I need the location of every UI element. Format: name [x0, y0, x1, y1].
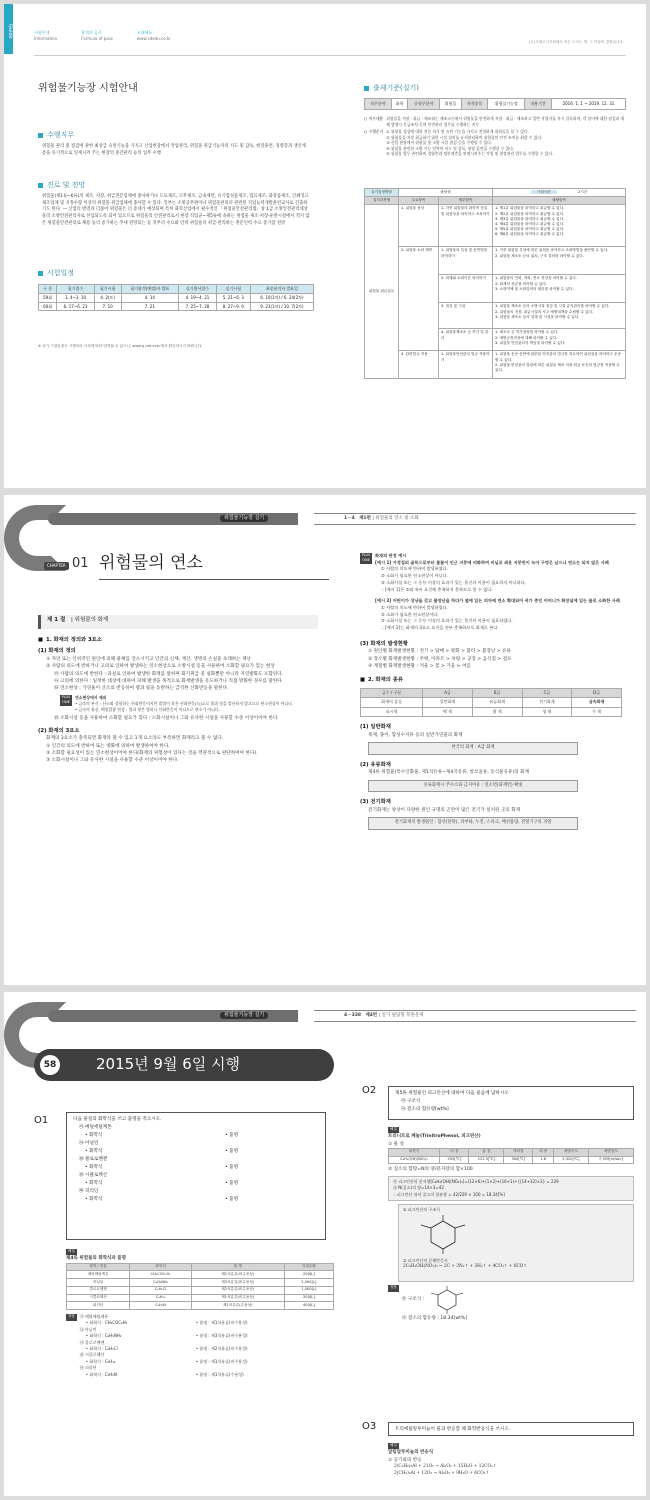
- table-cell: 피리딘: [67, 1302, 130, 1310]
- table-cell: 금속화재: [572, 698, 622, 707]
- subheading: (3) 화재의 발생현황: [360, 640, 409, 647]
- part-label: 제1편: [359, 516, 371, 521]
- heading: ■ 1. 화재의 정의와 3요소: [38, 636, 320, 644]
- table-cell: 6. 10(1차) / 6. 24(2차): [250, 293, 313, 302]
- formula-blank: • 화학식: [85, 1181, 103, 1187]
- job-desc-label: ○ 직무내용: [364, 116, 384, 121]
- table-row: [361, 707, 622, 716]
- picric-acid-structure-icon: [403, 1213, 483, 1255]
- answer-item: ㉯ 질소의 함유량 : 18.34[wt%]: [401, 1315, 468, 1321]
- plus-line: • 금속의 용융, 백열발광 현상 : 열과 빛은 발하나 산화반응이 아니므로 연소가 아니다.: [75, 707, 220, 713]
- category-answer: • 품명 : 제1석유류(비수용성): [195, 1358, 248, 1364]
- period-label: 적용기간: [525, 99, 552, 110]
- item-name: ㉱ 시클로헥산: [79, 1173, 108, 1179]
- answer-item: [80, 1352, 334, 1365]
- category-answer: • 품명 : 제3석유류(비수용성): [195, 1333, 248, 1339]
- sub-item: 1. 위험물의 특성 및 운반법을 파악하기: [439, 247, 493, 275]
- criteria-summary-table: [364, 98, 626, 110]
- table-cell: 4. 14: [121, 293, 179, 302]
- plus-one-icon: PLUS ONE: [61, 694, 71, 704]
- answer-item: [80, 1314, 334, 1327]
- table-row: [67, 1294, 334, 1302]
- solution-subheading: ① 물 성: [388, 1141, 404, 1147]
- exam-method-value: 필답형: [399, 189, 493, 197]
- question-box: [66, 1112, 326, 1240]
- table-header: 폭발속도: [554, 1148, 589, 1156]
- question-box: [388, 1422, 634, 1436]
- page-label: 1－4: [344, 516, 355, 521]
- main-item: 3. 관련법규 적용: [399, 351, 439, 379]
- table-cell: 4. 19~4. 21: [179, 293, 217, 302]
- book-title: 위험물기능장 실기: [220, 515, 268, 522]
- table-header: C급: [522, 688, 572, 697]
- category-blank: • 품명: [225, 1165, 239, 1171]
- picric-acid-structure-icon: [424, 1285, 470, 1315]
- header-site[interactable]: 시대에듀 www.sdedu.co.kr: [136, 30, 171, 41]
- picric-properties-table: [388, 1148, 634, 1165]
- table-row: [67, 1286, 334, 1294]
- cert-value: 위험물기능장: [488, 99, 525, 110]
- table-cell: 60회: [39, 302, 57, 311]
- table-header: 실기원서접수: [179, 285, 217, 294]
- table-cell: 7. 10: [94, 302, 121, 311]
- table-header: 필기시험: [94, 285, 121, 294]
- q1-chemical-table: [66, 1263, 334, 1311]
- table-cell: 3,320[℃]: [554, 1156, 589, 1164]
- example-item: ③ 소화시설 또는 그 동등 이상의 효과가 있는 물건의 이용이 필요하지 아니하다.: [381, 579, 527, 585]
- table-header: 최종합격자 발표일: [250, 285, 313, 294]
- question-item: [73, 1156, 319, 1172]
- table-cell: 유류화재: [472, 698, 522, 707]
- table-cell: CH₃COC₂H₅: [130, 1271, 192, 1279]
- solution-title: 제4류 위험물의 화학식과 품명: [66, 1256, 126, 1262]
- header-formula[interactable]: 합격의 공식 Formula of pass: [81, 30, 113, 41]
- part-label: 제4편: [365, 1013, 378, 1018]
- calculation-box: [388, 1176, 634, 1201]
- answer-item: ㉮ 구조식 :: [401, 1297, 425, 1303]
- col-sub-item: 세부항목: [439, 197, 493, 205]
- table-cell: 클로로벤젠: [67, 1286, 130, 1294]
- sub-item: 2. 화재와 소화이론 파악하기: [439, 275, 493, 303]
- exam-time-label: 시험시간: [531, 190, 557, 194]
- table-row: [67, 1302, 334, 1310]
- paragraph: ㉰ 연소현상 : 가연물이 산소의 반응하여 열과 빛을 동반하는 급격한 산화반응을 말한다.: [54, 686, 229, 692]
- table-cell: 1,000[L]: [284, 1286, 333, 1294]
- subheading: (3) 전기화재: [360, 799, 391, 806]
- paragraph: ㉱ 소화시설 등을 사용하여 소화할 필요가 있다 : 소화시설이나 그와 유사한 시설을 사용할 수준 이상이어야 한다.: [54, 716, 279, 722]
- table-cell: 4. 2(토): [94, 293, 121, 302]
- formula-blank: • 화학식: [85, 1197, 103, 1203]
- heading: ■ 2. 화재의 종류: [360, 676, 632, 684]
- exam-number: 58: [40, 1055, 60, 1075]
- goals-label: ○ 수행준거: [364, 129, 384, 134]
- table-cell: 7. 25~7. 28: [179, 302, 217, 311]
- table-cell: 7. 21: [121, 302, 179, 311]
- answer-item: [80, 1340, 334, 1353]
- example-title: [예시 1] 가정집의 골목으로부터 불꽃이 인근 지붕에 비화하여 비닐로 씌운 지붕만이 녹아 구멍은 났으나 연소는 되지 않은 사례: [375, 559, 609, 565]
- main-item: 1. 위험물 성상: [399, 205, 439, 247]
- table-cell: 메틸에틸케톤: [67, 1271, 130, 1279]
- section-heading: 제 1 절 | 위험물의 화재: [38, 615, 318, 629]
- question-number: O2: [362, 1085, 377, 1096]
- detail-item: 1. 각종 위험물 특성에 따른 위험을 파악하고 소화방법을 판단할 수 있다. 2. 위험물 제조소 등의 위치, 구조 설비를 파악할 수 있다.: [493, 247, 626, 275]
- table-header: 비 점: [440, 1148, 469, 1156]
- guide-tab[interactable]: Guide: [4, 4, 13, 54]
- structure-box: [398, 1204, 634, 1282]
- category-answer: • 품명 : 제2석유류(비수용성): [195, 1345, 248, 1351]
- table-header: B급: [472, 688, 522, 697]
- plus-title: 화재의 판정 예시: [375, 553, 407, 558]
- subheading: (1) 화재의 정의: [38, 648, 76, 655]
- page-exam-guide: [4, 4, 646, 488]
- question-number: O3: [362, 1421, 377, 1432]
- box-line: ② 피크린산의 분해반응식: [403, 1257, 448, 1263]
- chapter-title: 위험물의 연소: [99, 551, 329, 580]
- question-number: O1: [34, 1115, 49, 1126]
- table-cell: 제2석유류(비수용성): [191, 1286, 284, 1294]
- chapter-number: 01: [72, 556, 89, 571]
- section-duty-heading: 수행직무: [38, 130, 74, 140]
- subheading: (1) 일반화재: [360, 724, 391, 731]
- field-label: 직무분야: [365, 99, 392, 110]
- table-cell: 청 색: [522, 707, 572, 716]
- item-name: ㉮ 메틸에틸케톤: [79, 1314, 109, 1320]
- table-header: 폭발열도: [588, 1148, 633, 1156]
- table-row: [389, 1156, 634, 1164]
- category-blank: • 품명: [225, 1149, 239, 1155]
- table-cell: 시클로헥산: [67, 1294, 130, 1302]
- sub-item: 4. 위험물제조소 등 허가 및 관리: [439, 329, 493, 351]
- table-header: 화학식: [130, 1263, 192, 1271]
- question-item: [73, 1188, 319, 1204]
- formula-answer: • 화학식 : C₆H₁₂: [85, 1358, 116, 1364]
- book-title: 위험물기능장 실기: [220, 1012, 268, 1019]
- paragraph: ② 사람의 의도에 반하거나 고의로 인하여 발생하는 연소현상으로 소방시설 등을 사용하여 소화할 필요가 있는 현상: [46, 664, 275, 670]
- item-name: ㉯ 아닐린: [79, 1141, 99, 1147]
- category-answer: • 품명 : 제1석유류(비수용성): [195, 1320, 248, 1326]
- solution-title: 알킬알루미늄의 반응식: [388, 1450, 434, 1456]
- fire-class-table: [360, 688, 622, 717]
- table-header: 비 중: [533, 1148, 554, 1156]
- example-item: ① 사람의 의도에 반하여 발생하였다.: [381, 566, 449, 572]
- paragraph: 전기화재는 양상이 다양한 원인 규명의 곤란이 많은 전기가 설치된 곳의 화재: [368, 807, 521, 813]
- question-text: 트리에틸알루미늄이 물과 반응할 때 화학반응식을 쓰시오.: [395, 1427, 511, 1432]
- q2-answer: [388, 1285, 634, 1322]
- table-cell: C₆H₅NH₂: [130, 1279, 192, 1287]
- solution-badge: 해설: [390, 1127, 397, 1131]
- goals-list: [386, 129, 553, 157]
- table-cell: 8. 27~9. 9: [216, 302, 250, 311]
- q3-solution: [388, 1442, 634, 1478]
- table-cell: 전기화재: [522, 698, 572, 707]
- solution-badge: 해설: [390, 1443, 397, 1447]
- goal-item: ① 위험물 성상에 대한 전문 지식 및 숙련 기능을 가지고 적정하게 위험물을 할 수 있다.: [386, 129, 529, 134]
- item-name: ㉰ 클로로벤젠: [79, 1157, 108, 1163]
- paragraph: ㉮ 사람의 의도에 반한다 : 과실로 인하여 발생한 화재를 말하며 화기취급 중 실화뿐만 아니라 자연발화도 포함된다.: [54, 671, 284, 677]
- table-cell: 400[L]: [284, 1302, 333, 1310]
- header-info[interactable]: 시험안내 Information: [34, 30, 58, 41]
- box-line: ① 피크린산의 구조식: [403, 1206, 441, 1212]
- part-title: 실기 필답형 복원문제: [381, 1013, 424, 1018]
- exam-title: 2015년 9월 6일 시행: [96, 1055, 241, 1073]
- job-desc-text: 위험물을 저장 · 취급 · 제조하는 제조소등에서 위험물을 안전하게 저장 · 취급 · 제조하고 일반 작업자를 지시 감독하며, 각 설비에 대한 점검과 재해 발생시 응급조치 등의 안전관리 업무를 수행하는 직무: [386, 116, 625, 127]
- example-item: ∴ [예시 2]는 화재의 3요소 요건을 전부 충족하므로 화재로 본다.: [381, 625, 499, 631]
- section-title: 위험물의 화재: [74, 617, 109, 623]
- table-cell: 무 색: [572, 707, 622, 716]
- table-cell: C₆H₅Cl: [130, 1286, 192, 1294]
- q1-solution: [66, 1248, 334, 1378]
- table-cell: 제1석유류(비수용성): [191, 1271, 284, 1279]
- page-chapter-combustion: [4, 495, 646, 985]
- duty-text: 위험물 관리 및 점검에 관한 최상급 숙련기능을 가지고 산업현장에서 작업관리, 위험물 취급기능자의 지도 및 감독, 현장훈련, 경영층과 생산계층을 유기적으로 연계시켜 주는 현장의 중간관리 등의 업무 수행: [42, 144, 306, 156]
- table-cell: 7,359[m/sec]: [588, 1156, 633, 1164]
- example-item: ∴ [예시 1]은 ②와 ③이 요건에 충족하지 못하므로 불 수 없다.: [381, 586, 493, 592]
- paragraph: 화재의 3요소가 충족되면 화재라 볼 수 있고 1개 요소라도 부족하면 화재라고 볼 수 없다.: [46, 736, 224, 742]
- table-cell: 300[℃]: [504, 1156, 533, 1164]
- sub-item: 1. 각종 위험물의 화학적 성질 및 위험성을 파악하고 조치하기: [439, 205, 493, 247]
- detail-item: 1. 위험물의 인화, 착화, 연소 현상을 파악할 수 있다. 2. 화재의 종류를 파악할 수 있다. 3. 소화약제 및 소화설비의 원리를 파악할 수 있다.: [493, 275, 626, 303]
- sub-item: 1. 위험물안전관리 법규 적용하기: [439, 351, 493, 379]
- item-name: ㉲ 피리딘: [79, 1189, 99, 1195]
- subfield-label: 중직무분야: [408, 99, 440, 110]
- table-header: 화학식: [389, 1148, 440, 1156]
- plus-example-box: [360, 553, 632, 632]
- category-answer: • 품명 : 제1석유류(수용성): [195, 1371, 244, 1377]
- section-schedule-heading: 시험일정: [38, 268, 74, 278]
- formula-blank: • 화학식: [85, 1133, 103, 1139]
- table-cell: 백 색: [423, 707, 473, 716]
- item-name: ㉮ 메틸에틸케톤: [79, 1125, 112, 1131]
- table-cell: 1.8: [533, 1156, 554, 1164]
- paragraph: 목재, 종이, 합성수지류 등의 일반가연물의 화재: [368, 732, 463, 738]
- subject-name: 위험물 취급실무: [365, 205, 399, 379]
- answer-item: [80, 1365, 334, 1378]
- formula-blank: • 화학식: [85, 1165, 103, 1171]
- table-header: A급: [423, 688, 473, 697]
- table-cell: 255[℃]: [440, 1156, 469, 1164]
- plus-note: [38, 695, 320, 714]
- solution-subheading: ① 공기와의 반응: [388, 1457, 422, 1463]
- table-cell: 황 색: [472, 707, 522, 716]
- answer-item: [80, 1327, 334, 1340]
- reaction-equation: 2C₆H₂OH(NO₂)₃ → 2C + 3N₂↑ + 3H₂↑ + 4CO₂↑ + 6CO↑: [403, 1264, 527, 1270]
- paragraph: ② 장소별 화재발생현황 : 주택, 아파트 > 차량 > 공장 > 음식점 > 점포: [368, 656, 512, 662]
- table-header: 지정수량: [284, 1263, 333, 1271]
- paragraph: ③ 계절별 화재발생현황 : 겨울 > 봄 > 가을 > 여름: [368, 664, 471, 670]
- question-box: [388, 1086, 634, 1120]
- formula-answer: • 화학식 : C₆H₅Cl: [85, 1345, 118, 1351]
- job-description: [364, 116, 626, 159]
- table-cell: 2,000[L]: [284, 1279, 333, 1287]
- table-cell: 122.5[℃]: [469, 1156, 504, 1164]
- table-row: [67, 1271, 334, 1279]
- main-item: 2. 위험물 소화 제반: [399, 247, 439, 351]
- col-detail-item: 세세항목: [493, 197, 626, 205]
- highlight-box: 한국의 화재 : A급 화재: [368, 742, 578, 755]
- page-label: 4－338: [344, 1013, 362, 1018]
- reaction-equation: 2(C₂H₅)₃Al + 21O₂ → Al₂O₃ + 15H₂O + 12CO₂↑: [394, 1463, 497, 1469]
- table-header: 급수 / 구분: [361, 688, 423, 697]
- field-value: 화학: [391, 99, 408, 110]
- plus-one-icon: PLUS ONE: [361, 553, 371, 562]
- table-cell: C₅H₅N: [130, 1302, 192, 1310]
- category-blank: • 품명: [225, 1133, 239, 1139]
- item-name: ㉱ 시클로헥산: [79, 1352, 105, 1358]
- subheading: (2) 유류화재: [360, 761, 391, 768]
- table-cell: 제1석유류(비수용성): [191, 1294, 284, 1302]
- formula-answer: • 화학식 : C₅H₅N: [85, 1371, 117, 1377]
- paragraph: ㉯ 고의에 의한다 : 일정한 대상에 대하여 피해 발생을 목적으로 화재발생을 유도하거나 직접 방화한 경우를 말한다.: [54, 678, 284, 684]
- goal-item: ⑤ 위험물 업무 관련하여 경영층과 생산계층을 연계시켜주는 작업 및 현장관리 업무를 수행할 수 있다.: [386, 151, 554, 156]
- table-cell: C₆H₂(OH)(NO₂)₃: [389, 1156, 440, 1164]
- table-cell: 일반화재: [423, 698, 473, 707]
- goal-item: ④ 위험물 관련한 소방 기능 인력의 지도 및 감독, 현장 훈련을 수행할 수 있다.: [386, 145, 515, 151]
- table-header: 품 명: [191, 1263, 284, 1271]
- formula-answer: • 화학식 : C₆H₅NH₂: [85, 1333, 122, 1339]
- criteria-detail-table: [364, 188, 626, 379]
- table-header-row: [39, 285, 314, 294]
- example-title: [예시 2] 어린이가 성냥을 갖고 불장난을 하다가 옆에 있는 의자에 연소 확대되어 귀가 중인 어머니가 화장실에 있는 물로 소화한 사례: [375, 598, 620, 604]
- table-cell: 제3석유류(비수용성): [191, 1279, 284, 1287]
- page-exam-2015: [4, 992, 646, 1496]
- paragraph: ① 인간의 의도에 반하여 또는 방화에 의하여 발생하여야 한다.: [46, 743, 170, 749]
- solution-badge: 해설: [68, 1249, 75, 1253]
- detail-item: 1. 제1류 위험물을 파악하고 취급할 수 있다. 2. 제2류 위험물을 파악하고 취급할 수 있다. 3. 제3류 위험물을 파악하고 취급할 수 있다. 4. 제4류 위험물을 파악하고 취급할 수 있다. 5. 제5류 위험물을 파악하고 취급할 수 있다. 6. 제6류 위험물을 파악하고 취급할 수 있다.: [493, 205, 626, 247]
- page-header-links: [34, 30, 171, 42]
- schedule-table: [38, 284, 314, 311]
- table-cell: 9. 23(1차) / 10. 7(2차): [250, 302, 313, 311]
- table-row: [39, 293, 314, 302]
- detail-item: 1. 제조소 등 허가절차를 파악할 수 있다. 2. 예방규정작성에 대해 파악할 수 있다. 3. 위험물 안전관리자 책임을 파악할 수 있다.: [493, 329, 626, 351]
- paragraph: ① 원인별 화재발생현황 : 전기 > 담배 > 방화 > 불티 > 불장난 > 유류: [368, 649, 511, 655]
- table-cell: 제1석유류(수용성): [191, 1302, 284, 1310]
- calc-line: ∴ 피크린산 내의 질소의 함유량 = 42/229 × 100 = 18.34[%]: [393, 1191, 505, 1197]
- solution-title: 트리니트로 페놀(TrinitroPhenol, 피크린산): [388, 1134, 481, 1140]
- right-column: [360, 553, 632, 833]
- item-name: ㉲ 피리딘: [79, 1365, 97, 1371]
- page-title: 위험물기능장 시험안내: [38, 83, 138, 94]
- period-value: 2016. 1. 1 ~ 2019. 12. 31: [551, 99, 625, 110]
- table-row: [361, 698, 622, 707]
- schedule-note: ※ 상기 시험일정은 시행처의 사정에 따라 변경될 수 있으니, www.q-net.or.kr에서 확인하시기 바랍니다.: [38, 344, 203, 348]
- plus-line: • 금속의 부식 : 산소와 결합하는 산화반응이지만 발열이 작은 산화반응(녹)으로 열과 빛을 발산하지 않으므로 연소현상이 아니다.: [75, 700, 294, 706]
- question-text: 다음 물질의 화학식을 쓰고 품명을 적으시오.: [73, 1117, 162, 1122]
- part-title: 위험물의 연소 및 소화: [375, 516, 419, 521]
- table-header: 필기합격(예정)자 발표: [121, 285, 179, 294]
- item-name: ㉯ 아닐린: [79, 1326, 97, 1332]
- calc-line: ㉮ 피크린산의 분자량[C₆H₂(OH)(NO₂)₃]=(12×6)+(1×2)+(16+1)+{(14+32)×3} = 229: [393, 1178, 559, 1184]
- section-number: 제 1 절: [47, 617, 66, 623]
- exam-method-label: 실기검정방법: [365, 189, 399, 197]
- q2-solution: [388, 1126, 634, 1322]
- example-item: ① 사람의 의도에 반하여 발생하였다.: [381, 605, 449, 611]
- formula-answer: • 화학식 : CH₃COC₂H₅: [85, 1320, 128, 1326]
- table-header: 융 점: [469, 1148, 504, 1156]
- detail-item: 1. 위험물 운송·운반에 관련된 안전관리 법규를 검토하여 위험성을 파악하고 운송할 수 있다. 2. 위험물 안전관리 법령에 따른 위험물 제조·저장·취급·운송의 법규를 적용할 수 있다.: [493, 351, 626, 379]
- table-cell: 3. 4~3. 10: [57, 293, 95, 302]
- highlight-box: 전기화재의 발생원인 : 합선(단락), 과부하, 누전, 스파크, 배선불량, 전열기구의 과열: [368, 817, 578, 830]
- solution-subheading: ② 질소의 함량=N의 양/분자량의 합×100: [388, 1167, 473, 1173]
- paragraph: ① 자연 또는 인위적인 원인에 의해 물체를 연소시키고 인간의 신체, 재산, 생명의 손실을 초래하는 재난: [46, 656, 251, 662]
- section-criteria-heading: 출제기준(실기): [364, 83, 419, 93]
- table-cell: 표시색: [361, 707, 423, 716]
- item-name: ㉰ 클로로벤젠: [79, 1339, 105, 1345]
- reaction-equation: 2(CH₃)₃Al + 12O₂ → Al₂O₃ + 9H₂O + 6CO₂↑: [394, 1470, 490, 1476]
- table-header: 착화점: [504, 1148, 533, 1156]
- category-blank: • 품명: [225, 1197, 239, 1203]
- calc-line: ㉯ N(질소)의 양=14×3=42: [393, 1185, 444, 1191]
- table-row: [39, 302, 314, 311]
- answer-badge: 정답: [388, 1285, 399, 1292]
- answer-list: [80, 1314, 334, 1378]
- subfield-value: 위험물: [440, 99, 462, 110]
- plus-title: 연소현상에서 제외: [75, 694, 107, 700]
- paragraph: 제4류 위험물(특수인화물, 제1석유류~제4석유류, 알코올류, 동식물유류)의 화재: [368, 770, 530, 776]
- answer-badge: 정답: [66, 1314, 77, 1321]
- table-header: D급: [572, 688, 622, 697]
- table-cell: 5. 21~6. 3: [216, 293, 250, 302]
- table-cell: 6. 17~6. 23: [57, 302, 95, 311]
- table-header: 구 분: [39, 285, 57, 294]
- question-item: ㉯ 질소의 함유량[wt%]: [401, 1107, 449, 1113]
- formula-blank: • 화학식: [85, 1149, 103, 1155]
- highlight-box: 유류화재시 주수소화 금지이유 : 연소면(화재면) 확대: [368, 780, 578, 793]
- example-item: ③ 소화시설 또는 그 동등 이상의 효과가 있는 물건의 이용이 필요하였다.: [381, 618, 513, 624]
- left-column: [38, 636, 320, 765]
- question-item: [73, 1140, 319, 1156]
- table-header: 필기접수: [57, 285, 95, 294]
- exam-time-value: 2시간: [577, 190, 588, 194]
- col-main-item: 주요항목: [399, 197, 439, 205]
- table-cell: 200[L]: [284, 1294, 333, 1302]
- question-item: ㉮ 구조식: [401, 1099, 421, 1105]
- table-header: 실기시험: [216, 285, 250, 294]
- chapter-tag: CHAPTER: [44, 562, 69, 570]
- sub-item: 3. 점검 및 시설: [439, 303, 493, 329]
- goal-item: ② 위험물을 저장 취급하기 위한 시설 설비를 유지관리하며 위험물의 안전 조치를 취할 수 있다.: [386, 134, 543, 140]
- question-items: [73, 1124, 319, 1204]
- running-header: 1－4 제1편 | 위험물의 연소 및 소화: [344, 516, 419, 521]
- subheading: (2) 화재의 3요소: [38, 727, 80, 734]
- table-row: [67, 1279, 334, 1287]
- paragraph: ② 소화할 필요성이 있는 연소현상이어야 한다(화재의 위험성이 있다는 것을 객관적으로 판단하여야 한다).: [46, 750, 258, 756]
- table-cell: 아닐린: [67, 1279, 130, 1287]
- cert-label: 자격종목: [461, 99, 488, 110]
- running-header: 4－338 제4편 | 실기 필답형 복원문제: [344, 1013, 424, 1018]
- question-item: [73, 1124, 319, 1140]
- table-header: 항목 / 종류: [67, 1263, 130, 1271]
- question-text: 제5류 위험물인 피크린산에 대하여 다음 물음에 답하시오: [395, 1091, 509, 1096]
- detail-item: 1. 위험물 제조소 등의 소방시설 점검 및 시설 유지관리를 파악할 수 있다. 2. 위험물의 저장, 취급시설의 사고 예방대책을 수립할 수 있다. 3. 위험물 제조소 등의 설계 및 시설을 파악할 수 있다.: [493, 303, 626, 329]
- example-item: ② 소화가 필요한 연소현상이다.: [381, 611, 439, 617]
- table-cell: 59회: [39, 293, 57, 302]
- question-item: [73, 1172, 319, 1188]
- table-cell: 200[L]: [284, 1271, 333, 1279]
- paragraph: ③ 소화시설이나 그와 유사한 시설을 사용할 수준 이상이어야 한다.: [46, 758, 179, 764]
- section-path-heading: 진로 및 전망: [38, 180, 85, 190]
- table-cell: C₆H₁₂: [130, 1294, 192, 1302]
- path-text: 위험물(제1류~6류)의 제조, 저장, 취급전문업체에 종사하거나 도료제조, 고무제조, 금속제련, 유기합성물제조, 염료제조, 화장품제조, 인쇄잉크제조업체 및 지정수량 이상의 위험물 취급업체에 종사할 수 있다. 일부는 소방공무원이나 위험물관리의 관련된 직업능력개발훈련교사로 진출하기도 한다. — 산업의 발전과 더불어 위험물은 더 증대가 예상되며 특히 화학산업에서 필수적인 「위험물안전관리법」상 1급 소방안전관리대상물의 소방안전관리자로 선임되도록 되어 있으므로 위험물의 안전관리로서 현장 직업군~제5류에 속하는 위험물 제조·저장·운반시설에서 적지 않은 위험물안전관리로 채용 등의 증가하는 추세 전망되는 등 직무의 수요와 인력 위험물의 취급·관리하는 전문인력 수요 증가할 전망: [42, 194, 310, 226]
- goal-item: ③ 산업 현장에서 위험물 및 소방 시설 점검 등을 수행할 수 있다.: [386, 140, 493, 145]
- divider: [34, 55, 626, 56]
- table-cell: 화재의 종류: [361, 698, 423, 707]
- example-item: ② 소화가 필요한 연소현상이 아니다.: [381, 573, 449, 579]
- col-subject: 실기과목명: [365, 197, 399, 205]
- q1-answer: [66, 1314, 334, 1378]
- header-slogan: (주)시대고시기획에서 만든 도서는 책, 그 이상의 경험입니다.: [528, 40, 624, 44]
- category-blank: • 품명: [225, 1181, 239, 1187]
